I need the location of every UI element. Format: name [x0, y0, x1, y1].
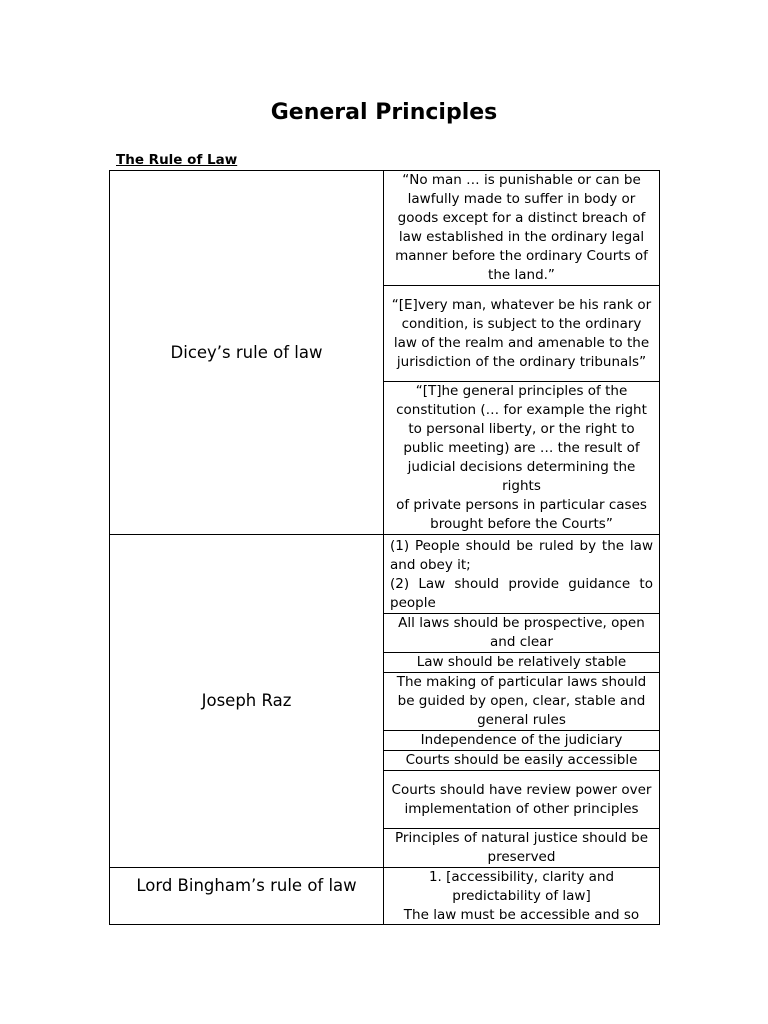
section-heading: The Rule of Law — [116, 152, 238, 168]
raz-item-cell — [384, 771, 660, 829]
raz-item: The making of particular laws should be guided by open, clear, stable and general rules — [396, 674, 647, 728]
table-row — [110, 171, 660, 286]
table-row — [110, 868, 660, 925]
dicey-item-cell — [384, 286, 660, 382]
bingham-item: The law must be accessible and so — [403, 907, 640, 923]
raz-item-cell — [384, 731, 660, 751]
raz-item: Law should be relatively stable — [416, 654, 627, 670]
rule-of-law-table — [109, 170, 660, 925]
dicey-label: Dicey’s rule of law — [170, 342, 323, 362]
raz-item: Courts should have review power over implementation of other principles — [391, 781, 652, 817]
dicey-label-cell — [110, 171, 384, 535]
page-title: General Principles — [270, 100, 498, 125]
raz-item: Principles of natural justice should be preserved — [394, 830, 649, 865]
raz-item-cell — [384, 751, 660, 771]
raz-item-cell — [384, 535, 660, 614]
raz-item-cell — [384, 829, 660, 868]
raz-item: All laws should be prospective, open and clear — [398, 615, 645, 650]
raz-item: (1) People should be ruled by the law and obey it; — [390, 538, 653, 573]
raz-item: (2) Law should provide guidance to people — [390, 576, 653, 611]
raz-item: Courts should be easily accessible — [405, 752, 638, 768]
raz-item: Independence of the judiciary — [420, 732, 623, 748]
bingham-label: Lord Bingham’s rule of law — [136, 876, 357, 895]
bingham-label-cell — [110, 868, 384, 925]
dicey-item: “[E]very man, whatever be his rank or condition, is subject to the ordinary law of the realm and amenable to the jurisdiction of the ordinary tribunals” — [391, 296, 652, 370]
raz-item-cell — [384, 653, 660, 673]
dicey-item: “No man … is punishable or can be lawfully made to suffer in body or goods except for a distinct breach of law established in the ordinary legal manner before the ordinary Courts of the land.” — [395, 172, 648, 283]
dicey-item-cell — [384, 171, 660, 286]
dicey-item: “[T]he general principles of the constitution (… for example the right to personal liberty, or the right to public meeting) are … the result of judicial decisions determining the rights — [396, 383, 647, 494]
raz-item-cell — [384, 614, 660, 653]
raz-label: Joseph Raz — [201, 691, 292, 710]
dicey-item-cell — [384, 382, 660, 535]
raz-item-cell — [384, 673, 660, 731]
raz-label-cell — [110, 535, 384, 868]
table-row — [110, 535, 660, 614]
bingham-item-cell — [384, 868, 660, 925]
dicey-item: of private persons in particular cases brought before the Courts” — [396, 497, 647, 532]
bingham-item: 1. [accessibility, clarity and predictability of law] — [428, 869, 615, 904]
